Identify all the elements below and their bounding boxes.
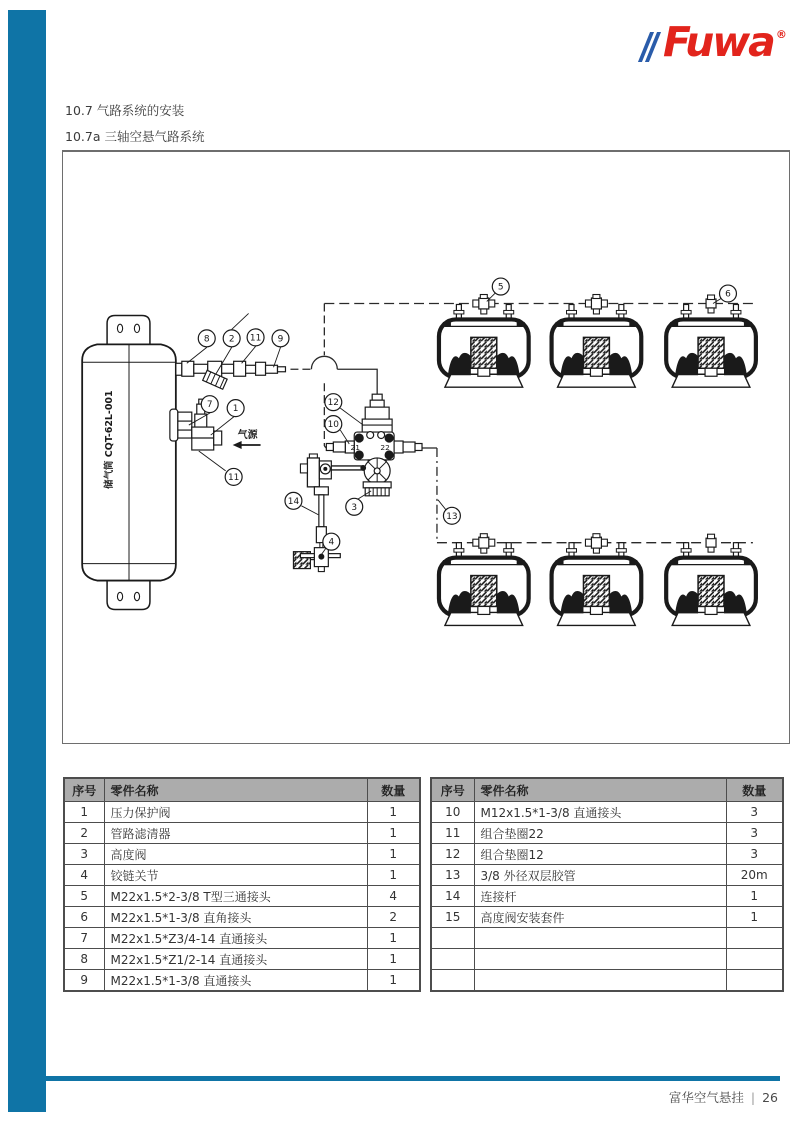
blue-sidebar [8, 10, 46, 1112]
svg-text:10: 10 [327, 420, 340, 431]
air-tank [82, 315, 176, 609]
table-row: 1 压力保护阀 1 [64, 802, 420, 823]
table-header-row [64, 778, 420, 802]
callout-7 [201, 396, 218, 413]
callout-12 [325, 394, 342, 411]
svg-text:6: 6 [725, 289, 731, 300]
valve-port-label-22: 22 [380, 442, 390, 452]
table-row [431, 949, 783, 970]
callout-6 [720, 285, 737, 302]
table-row: 11 组合垫圈22 3 [431, 823, 783, 844]
col-header-no: 序号 [64, 778, 104, 802]
table-row: 5 M22x1.5*2-3/8 T型三通接头 4 [64, 886, 420, 907]
pneumatic-diagram [62, 150, 790, 744]
section-title: 10.7 气路系统的安装 [65, 103, 185, 118]
callout-1 [227, 400, 244, 417]
table-row: 8 M22x1.5*Z1/2-14 直通接头 1 [64, 949, 420, 970]
table-row [431, 928, 783, 949]
pipe-right-drop [422, 448, 437, 543]
table-row: 6 M22x1.5*1-3/8 直角接头 2 [64, 907, 420, 928]
air-spring-top-3 [666, 304, 756, 387]
air-spring-top-2 [552, 304, 642, 387]
callout-4 [323, 533, 340, 550]
callout-8 [198, 330, 215, 347]
tee-fitting-icon [585, 295, 607, 314]
svg-text:12: 12 [327, 398, 340, 409]
registered-trademark-icon: ® [775, 28, 787, 41]
hinge-joint [293, 548, 340, 572]
tee-fitting-icon [473, 534, 495, 553]
table-row: 12 组合垫圈12 3 [431, 844, 783, 865]
table-row: 10 M12x1.5*1-3/8 直通接头 3 [431, 802, 783, 823]
table-header-row [431, 778, 783, 802]
tank-label: 储气筒 CQT-62L-001 [104, 390, 116, 489]
pipe-tank-outlet [290, 356, 377, 394]
svg-text:3: 3 [351, 502, 358, 513]
col-header-name: 零件名称 [474, 778, 726, 802]
air-spring-bottom-1 [439, 543, 529, 626]
parts-table-left [63, 777, 421, 992]
svg-text:4: 4 [328, 537, 335, 548]
callout-13 [443, 507, 460, 524]
air-spring-bottom-2 [552, 543, 642, 626]
air-source-arrow [233, 441, 261, 449]
svg-text:13: 13 [446, 511, 458, 522]
logo-stripes-icon [644, 32, 658, 62]
col-header-qty: 数量 [367, 778, 420, 802]
callout-2 [223, 330, 240, 347]
table-row: 3 高度阀 1 [64, 844, 420, 865]
height-valve [326, 394, 422, 496]
svg-text:1: 1 [232, 404, 239, 415]
callout-11a [247, 329, 264, 346]
footer-brand: 富华空气悬挂 [668, 1090, 744, 1105]
table-row: 4 铰链关节 1 [64, 865, 420, 886]
valve-port-label-21: 21 [350, 442, 360, 452]
callout-10 [325, 416, 342, 433]
fuwa-logo [644, 18, 787, 66]
svg-text:11: 11 [227, 472, 240, 483]
table-row: 14 连接杆 1 [431, 886, 783, 907]
callout-11b [225, 468, 242, 485]
svg-text:2: 2 [228, 334, 235, 345]
footer-separator: | [750, 1090, 756, 1105]
svg-text:9: 9 [277, 334, 284, 345]
tank-bracket-top [107, 315, 150, 344]
callout-9 [272, 330, 289, 347]
callout-3 [346, 498, 363, 515]
subsection-title: 10.7a 三轴空悬气路系统 [65, 129, 205, 144]
col-header-name: 零件名称 [104, 778, 367, 802]
page-footer [669, 1088, 778, 1106]
svg-text:5: 5 [497, 282, 504, 293]
col-header-no: 序号 [431, 778, 474, 802]
tank-bracket-bottom [107, 581, 150, 610]
parts-table-right [430, 777, 784, 992]
elbow-fitting-icon [706, 295, 716, 313]
svg-text:11: 11 [249, 333, 262, 344]
page-number: 26 [762, 1090, 778, 1105]
table-row [431, 970, 783, 992]
table-row: 9 M22x1.5*1-3/8 直通接头 1 [64, 970, 420, 992]
table-row: 15 高度阀安装套件 1 [431, 907, 783, 928]
svg-text:8: 8 [203, 334, 210, 345]
outlet-fitting-assembly [176, 361, 286, 389]
svg-text:14: 14 [287, 496, 300, 507]
table-row: 7 M22x1.5*Z3/4-14 直通接头 1 [64, 928, 420, 949]
elbow-fitting-icon [706, 534, 716, 552]
col-header-qty: 数量 [726, 778, 783, 802]
callout-5 [492, 278, 509, 295]
footer-accent-line [46, 1076, 780, 1081]
air-source-label: 气源 [237, 430, 258, 442]
table-row: 13 3/8 外径双层胶管 20m [431, 865, 783, 886]
logo-text: Fuwa [663, 18, 774, 66]
air-spring-top-1 [439, 304, 529, 387]
svg-text:7: 7 [206, 400, 213, 411]
table-row: 2 管路滤清器 1 [64, 823, 420, 844]
tee-fitting-icon [585, 534, 607, 553]
air-spring-bottom-3 [666, 543, 756, 626]
callout-14 [285, 492, 302, 509]
